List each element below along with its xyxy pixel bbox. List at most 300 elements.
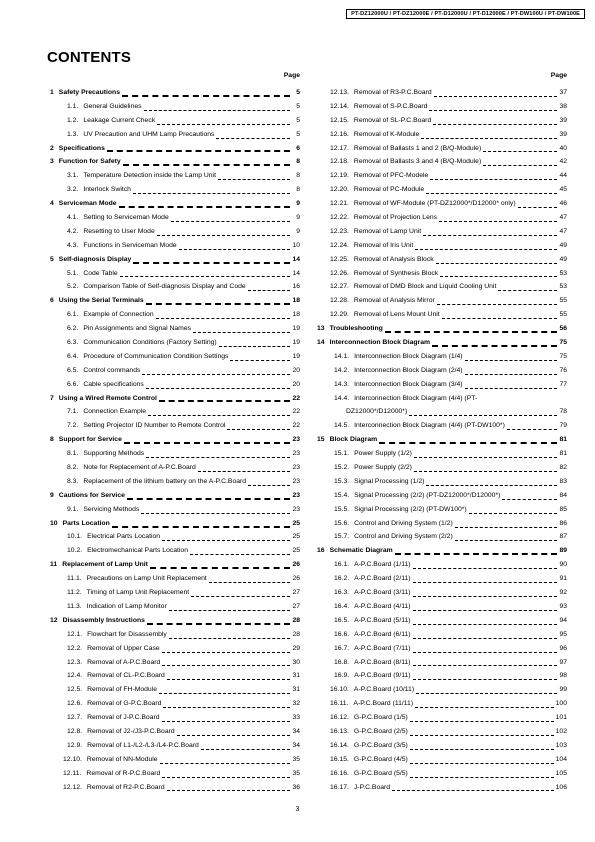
toc-subsection-entry[interactable]	[50, 586, 300, 600]
toc-subsection-entry[interactable]	[317, 364, 567, 378]
toc-entry-page: 23	[292, 464, 300, 472]
toc-entry-title: Cautions for Service	[58, 491, 125, 499]
toc-subsection-entry[interactable]	[317, 350, 567, 364]
toc-subsection-entry[interactable]	[317, 572, 567, 586]
dot-leader	[124, 442, 290, 444]
toc-entry-number: 11.3.	[67, 602, 82, 610]
toc-entry-title: Procedure of Communication Condition Settings	[83, 352, 229, 360]
toc-subsection-entry[interactable]	[317, 86, 567, 100]
toc-subsection-entry[interactable]	[50, 267, 300, 281]
toc-subsection-entry[interactable]	[317, 628, 567, 642]
toc-subsection-entry[interactable]	[50, 725, 300, 739]
toc-entry-page: 85	[559, 505, 567, 513]
toc-entry-page: 8	[296, 172, 300, 180]
dot-leader	[169, 610, 290, 611]
toc-subsection-entry[interactable]	[50, 183, 300, 197]
toc-subsection-entry[interactable]	[50, 767, 300, 781]
toc-entry-page: 82	[559, 464, 567, 472]
toc-entry-page: 91	[559, 575, 567, 583]
dot-leader	[198, 471, 290, 472]
toc-entry-page: 35	[292, 755, 300, 763]
toc-subsection-entry[interactable]	[50, 364, 300, 378]
toc-entry-number: 12.19.	[330, 172, 349, 180]
toc-entry-title: G-P.C.Board (4/5)	[353, 755, 408, 763]
toc-section-entry[interactable]	[50, 197, 300, 211]
toc-section-entry[interactable]	[50, 558, 300, 572]
dot-leader	[413, 679, 557, 680]
dot-leader	[426, 485, 557, 486]
toc-subsection-entry[interactable]	[317, 781, 567, 795]
toc-entry-title: Removal of Ballasts 3 and 4 (B/Q-Module)	[353, 158, 482, 166]
toc-entry-number: 12.16.	[330, 130, 349, 138]
toc-entry-title: General Guidelines	[83, 102, 142, 110]
toc-entry-title: Signal Processing (1/2)	[354, 477, 425, 485]
toc-entry-number: 5.2.	[67, 283, 79, 291]
toc-entry-number: 12.26.	[330, 269, 349, 277]
toc-subsection-entry[interactable]	[50, 350, 300, 364]
toc-entry-page: 44	[559, 172, 567, 180]
toc-subsection-entry[interactable]	[317, 656, 567, 670]
toc-subsection-entry[interactable]	[50, 683, 300, 697]
toc-entry-title: Cable specifications	[83, 380, 144, 388]
toc-entry-title: Parts Location	[62, 519, 110, 527]
toc-entry-page: 22	[292, 394, 300, 402]
dot-leader	[219, 346, 290, 347]
dot-leader	[150, 567, 290, 569]
toc-subsection-entry[interactable]	[50, 419, 300, 433]
toc-subsection-entry[interactable]	[317, 308, 567, 322]
toc-entry-page: 14	[292, 255, 300, 263]
dot-leader	[218, 179, 290, 180]
toc-entry-title: Control and Driving System (1/2)	[354, 519, 453, 527]
dot-leader	[162, 540, 290, 541]
toc-entry-page: 31	[292, 686, 300, 694]
dot-leader	[413, 624, 557, 625]
toc-entry-number: 3.1.	[67, 172, 79, 180]
dot-leader	[379, 442, 557, 444]
toc-entry-page: 16	[292, 283, 300, 291]
toc-entry-title: Signal Processing (2/2) (PT-DZ12000*/D12000*)	[354, 491, 501, 499]
toc-subsection-entry[interactable]	[317, 392, 567, 406]
toc-entry-title: Removal of Synthesis Block	[353, 269, 439, 277]
toc-entry-title: Replacement of the lithium battery on the A-P.C.Board	[83, 477, 247, 485]
toc-entry-number: 12.8.	[67, 727, 83, 735]
toc-entry-page: 42	[559, 158, 567, 166]
toc-subsection-entry[interactable]	[50, 447, 300, 461]
dot-leader	[201, 749, 290, 750]
toc-entry-page: 28	[292, 630, 300, 638]
toc-entry-page: 19	[292, 352, 300, 360]
toc-entry-page: 95	[559, 630, 567, 638]
toc-entry-title: Replacement of Lamp Unit	[62, 561, 148, 569]
toc-entry-number: 16.6.	[334, 630, 350, 638]
toc-entry-title: Removal of J-P.C.Board	[87, 714, 160, 722]
toc-section-entry[interactable]	[50, 155, 300, 169]
toc-entry-title: Disassembly Instructions	[62, 616, 145, 624]
toc-entry-page: 46	[559, 200, 567, 208]
toc-entry-page: 5	[296, 102, 300, 110]
dot-leader	[440, 276, 557, 277]
toc-subsection-entry[interactable]	[50, 280, 300, 294]
toc-entry-page: 81	[559, 450, 567, 458]
toc-subsection-entry[interactable]	[50, 308, 300, 322]
dot-leader	[423, 235, 557, 236]
dot-leader	[415, 249, 557, 250]
toc-entry-page: 23	[292, 505, 300, 513]
dot-leader	[455, 540, 557, 541]
toc-subsection-entry[interactable]	[50, 711, 300, 725]
toc-subsection-entry[interactable]	[317, 753, 567, 767]
toc-entry-title: Removal of SL-P.C.Board	[353, 116, 432, 124]
toc-entry-number: 15.7.	[334, 533, 350, 541]
toc-subsection-entry[interactable]	[317, 683, 567, 697]
toc-entry-number: 4	[50, 200, 54, 208]
dot-leader	[410, 763, 554, 764]
toc-entry-title: Interconnection Block Diagram (4/4) (PT-	[354, 394, 478, 402]
dot-leader	[518, 207, 557, 208]
toc-entry-page: 9	[296, 227, 300, 235]
toc-subsection-entry[interactable]	[50, 642, 300, 656]
toc-subsection-entry[interactable]	[50, 378, 300, 392]
toc-entry-page: 105	[555, 769, 567, 777]
toc-entry-page: 79	[559, 422, 567, 430]
toc-entry-number: 12.1.	[67, 630, 83, 638]
toc-section-entry[interactable]	[50, 489, 300, 503]
toc-entry-page: 104	[555, 755, 567, 763]
toc-entry-title: G-P.C.Board (5/5)	[353, 769, 408, 777]
toc-section-entry[interactable]	[50, 517, 300, 531]
toc-entry-number: 12.14.	[330, 102, 349, 110]
dot-leader	[395, 553, 557, 555]
toc-entry-number: 6.2.	[67, 325, 79, 333]
toc-entry-number: 6.4.	[67, 352, 79, 360]
page-column-heading: Page	[283, 72, 300, 79]
toc-entry-page: 25	[292, 519, 300, 527]
toc-subsection-entry[interactable]	[50, 405, 300, 419]
toc-entry-title: Removal of K-Module	[353, 130, 420, 138]
toc-entry-number: 4.2.	[67, 227, 79, 235]
toc-entry-page: 96	[559, 644, 567, 652]
toc-entry-number: 12	[50, 616, 58, 624]
toc-subsection-entry[interactable]	[50, 169, 300, 183]
toc-subsection-entry[interactable]	[50, 572, 300, 586]
toc-entry-number: 15.5.	[334, 505, 350, 513]
toc-entry-number: 7	[50, 394, 54, 402]
toc-entry-number: 12.25.	[330, 255, 349, 263]
dot-leader	[439, 221, 557, 222]
toc-entry-title: Specifications	[58, 144, 105, 152]
toc-section-entry[interactable]	[50, 86, 300, 100]
toc-section-entry[interactable]	[317, 433, 567, 447]
toc-entry-title: Power Supply (1/2)	[354, 450, 412, 458]
toc-subsection-entry[interactable]	[317, 142, 567, 156]
toc-entry-page: 23	[292, 436, 300, 444]
dot-leader	[430, 179, 557, 180]
toc-entry-title: Precautions on Lamp Unit Replacement	[86, 575, 207, 583]
toc-section-entry[interactable]	[317, 544, 567, 558]
toc-entry-page: 49	[559, 255, 567, 263]
toc-entry-page: 37	[559, 88, 567, 96]
toc-entry-page: 8	[296, 158, 300, 166]
toc-entry-page: 22	[292, 422, 300, 430]
toc-subsection-entry[interactable]	[317, 239, 567, 253]
toc-entry-page: 27	[292, 602, 300, 610]
toc-subsection-entry[interactable]	[50, 628, 300, 642]
toc-entry-number: 14.2.	[334, 366, 350, 374]
toc-entry-page: 9	[296, 200, 300, 208]
toc-subsection-entry[interactable]	[317, 697, 567, 711]
toc-entry-number: 8.1.	[67, 450, 79, 458]
dot-leader	[413, 610, 557, 611]
toc-section-entry[interactable]	[50, 294, 300, 308]
toc-entry-title: Timing of Lamp Unit Replacement	[86, 589, 190, 597]
toc-entry-number: 8	[50, 436, 54, 444]
toc-entry-number: 3.2.	[67, 186, 79, 194]
toc-entry-title: Electromechanical Parts Location	[87, 547, 188, 555]
toc-subsection-entry[interactable]	[50, 697, 300, 711]
toc-entry-number: 12.5.	[67, 686, 83, 694]
toc-subsection-entry[interactable]	[50, 211, 300, 225]
dot-leader	[162, 665, 290, 666]
toc-entry-page: 84	[559, 491, 567, 499]
dot-leader	[177, 735, 290, 736]
toc-section-entry[interactable]	[50, 433, 300, 447]
toc-entry-number: 16	[317, 547, 325, 555]
toc-section-entry[interactable]	[317, 336, 567, 350]
toc-entry-page: 5	[296, 130, 300, 138]
dot-leader	[498, 290, 557, 291]
toc-entry-number: 12.18.	[330, 158, 349, 166]
toc-subsection-entry[interactable]	[50, 669, 300, 683]
toc-entry-page: 87	[559, 533, 567, 541]
toc-entry-number: 6.3.	[67, 339, 79, 347]
toc-entry-page: 19	[292, 339, 300, 347]
toc-subsection-entry[interactable]	[317, 475, 567, 489]
toc-entry-page: 40	[559, 144, 567, 152]
toc-entry-page: 75	[559, 352, 567, 360]
toc-subsection-entry[interactable]	[317, 155, 567, 169]
toc-subsection-entry[interactable]	[50, 336, 300, 350]
toc-entry-page: 39	[559, 130, 567, 138]
toc-entry-title: Troubleshooting	[329, 325, 383, 333]
toc-subsection-entry[interactable]	[317, 447, 567, 461]
dot-leader	[157, 235, 290, 236]
toc-subsection-entry[interactable]	[50, 544, 300, 558]
toc-entry-number: 12.3.	[67, 658, 83, 666]
toc-entry-page: 47	[559, 227, 567, 235]
toc-entry-title: Comparison Table of Self-diagnosis Display and Code	[83, 283, 246, 291]
toc-subsection-entry[interactable]	[317, 461, 567, 475]
toc-subsection-entry[interactable]	[317, 669, 567, 683]
toc-entry-title: Schematic Diagram	[329, 547, 393, 555]
toc-subsection-entry[interactable]	[317, 114, 567, 128]
toc-subsection-entry[interactable]	[317, 503, 567, 517]
toc-subsection-entry[interactable]	[317, 294, 567, 308]
toc-entry-number: 14.3.	[334, 380, 350, 388]
toc-subsection-entry[interactable]	[317, 517, 567, 531]
toc-entry-title: A-P.C.Board (3/11)	[354, 589, 411, 597]
toc-entry-number: 12.9.	[67, 741, 83, 749]
toc-entry-page: 55	[559, 297, 567, 305]
toc-subsection-entry[interactable]	[50, 114, 300, 128]
toc-entry-number: 12.22.	[330, 214, 349, 221]
toc-subsection-entry[interactable]	[317, 100, 567, 114]
toc-entry-title: Removal of Lens Mount Unit	[353, 311, 440, 319]
toc-entry-page: 5	[296, 88, 300, 96]
dot-leader	[410, 735, 554, 736]
toc-entry-page: 31	[292, 672, 300, 680]
toc-section-entry[interactable]	[50, 392, 300, 406]
dot-leader	[437, 304, 557, 305]
toc-entry-page: 102	[555, 727, 567, 735]
toc-section-entry[interactable]	[50, 614, 300, 628]
toc-entry-page: 5	[296, 116, 300, 124]
toc-entry-number: 16.15.	[330, 755, 349, 763]
dot-leader	[123, 164, 290, 166]
dot-leader	[465, 360, 557, 361]
toc-subsection-entry[interactable]	[317, 183, 567, 197]
toc-entry-number: 16.3.	[334, 589, 350, 597]
toc-entry-page: 99	[559, 686, 567, 694]
toc-subsection-entry[interactable]	[317, 767, 567, 781]
toc-subsection-entry[interactable]	[317, 211, 567, 225]
toc-subsection-entry[interactable]	[317, 600, 567, 614]
toc-entry-title: Removal of WF-Module (PT-DZ12000*/D12000* only)	[353, 200, 516, 208]
toc-entry-title: Removal of PFC-Modele	[353, 172, 429, 180]
toc-subsection-entry[interactable]	[317, 489, 567, 503]
toc-subsection-entry[interactable]	[50, 531, 300, 545]
dot-leader	[133, 193, 290, 194]
dot-leader	[409, 415, 557, 416]
toc-subsection-entry[interactable]	[50, 753, 300, 767]
toc-column-right	[317, 72, 567, 794]
dot-leader	[413, 638, 557, 639]
toc-subsection-entry[interactable]	[317, 267, 567, 281]
toc-entry-title: Removal of J2-/J3-P.C.Board	[87, 727, 175, 735]
toc-entry-title: Setting Projector ID Number to Remote Control	[83, 422, 226, 430]
toc-subsection-entry[interactable]	[317, 378, 567, 392]
toc-subsection-entry[interactable]	[317, 128, 567, 142]
toc-entry-page: 28	[292, 616, 300, 624]
toc-entry-number: 12.4.	[67, 672, 83, 680]
toc-subsection-entry[interactable]	[317, 614, 567, 628]
toc-entry-page: 8	[296, 186, 300, 194]
toc-subsection-entry[interactable]	[50, 100, 300, 114]
toc-subsection-entry[interactable]	[50, 128, 300, 142]
toc-subsection-entry[interactable]	[317, 642, 567, 656]
toc-entry-title: Control and Driving System (2/2)	[354, 533, 453, 541]
toc-section-entry[interactable]	[50, 142, 300, 156]
toc-subsection-entry[interactable]	[317, 225, 567, 239]
toc-entry-page: 30	[292, 658, 300, 666]
toc-entry-number: 7.2.	[67, 422, 79, 430]
toc-entry-page: 92	[559, 589, 567, 597]
toc-entry-page: 45	[559, 186, 567, 194]
dot-leader	[209, 582, 290, 583]
toc-entry-page: 9	[296, 214, 300, 221]
toc-subsection-entry[interactable]	[317, 725, 567, 739]
dot-leader	[230, 360, 290, 361]
toc-list-right	[317, 86, 567, 794]
toc-entry-number: 10	[50, 519, 58, 527]
toc-entry-number: 6.5.	[67, 366, 79, 374]
page-title: CONTENTS	[47, 49, 132, 66]
toc-subsection-entry[interactable]	[317, 558, 567, 572]
dot-leader	[107, 150, 290, 152]
toc-entry-number: 16.12.	[330, 714, 349, 722]
toc-section-entry[interactable]	[50, 253, 300, 267]
toc-subsection-entry[interactable]	[317, 419, 567, 433]
toc-subsection-entry[interactable]	[50, 781, 300, 795]
dot-leader	[119, 206, 290, 208]
toc-subsection-entry[interactable]	[50, 461, 300, 475]
dot-leader	[127, 498, 290, 500]
toc-subsection-entry[interactable]	[317, 197, 567, 211]
toc-subsection-entry[interactable]	[50, 475, 300, 489]
toc-entry-title: A-P.C.Board (8/11)	[354, 658, 411, 666]
toc-entry-title: Block Diagram	[329, 436, 378, 444]
toc-entry-title: Removal of R2-P.C.Board	[86, 783, 165, 791]
toc-subsection-entry[interactable]	[317, 586, 567, 600]
toc-entry-number: 16.5.	[334, 616, 350, 624]
dot-leader	[147, 623, 290, 625]
dot-leader	[421, 138, 557, 139]
toc-subsection-entry[interactable]	[50, 600, 300, 614]
toc-entry-page: 34	[292, 741, 300, 749]
toc-entry-number: 16.7.	[334, 644, 350, 652]
dot-leader	[171, 221, 290, 222]
dot-leader	[429, 110, 557, 111]
toc-subsection-entry[interactable]	[50, 322, 300, 336]
dot-leader	[414, 457, 557, 458]
toc-entry-title: Electrical Parts Location	[87, 533, 161, 541]
toc-entry-page: 47	[559, 214, 567, 221]
toc-subsection-entry[interactable]	[317, 711, 567, 725]
toc-entry-number: 14	[317, 339, 325, 347]
toc-subsection-entry[interactable]	[50, 503, 300, 517]
toc-subsection-entry[interactable]	[50, 225, 300, 239]
toc-subsection-entry[interactable]	[50, 656, 300, 670]
toc-entry-title: Control commands	[83, 366, 141, 374]
toc-entry-number: 16.4.	[334, 602, 350, 610]
toc-entry-number: 12.13.	[330, 88, 349, 96]
toc-entry-title: Support for Service	[58, 436, 122, 444]
toc-entry-page: 77	[559, 380, 567, 388]
toc-section-entry[interactable]	[317, 322, 567, 336]
toc-entry-title: Removal of S-P.C.Board	[353, 102, 428, 110]
toc-subsection-entry[interactable]	[317, 531, 567, 545]
dot-leader	[413, 665, 557, 666]
toc-subsection-entry[interactable]	[50, 239, 300, 253]
toc-subsection-entry[interactable]	[317, 405, 567, 419]
toc-entry-number: 12.12.	[63, 783, 82, 791]
toc-entry-page: 90	[559, 561, 567, 569]
toc-entry-number: 16.2.	[334, 575, 350, 583]
dot-leader	[146, 303, 290, 305]
toc-subsection-entry[interactable]	[317, 739, 567, 753]
toc-entry-number: 12.23.	[330, 227, 349, 235]
toc-entry-number: 12.21.	[330, 200, 349, 208]
toc-subsection-entry[interactable]	[50, 739, 300, 753]
toc-entry-page: 19	[292, 325, 300, 333]
toc-subsection-entry[interactable]	[317, 169, 567, 183]
toc-entry-number: 10.2.	[67, 547, 83, 555]
toc-subsection-entry[interactable]	[317, 280, 567, 294]
toc-entry-title: G-P.C.Board (3/5)	[353, 741, 408, 749]
toc-subsection-entry[interactable]	[317, 253, 567, 267]
toc-entry-page: 98	[559, 672, 567, 680]
toc-entry-number: 1.2.	[67, 116, 79, 124]
